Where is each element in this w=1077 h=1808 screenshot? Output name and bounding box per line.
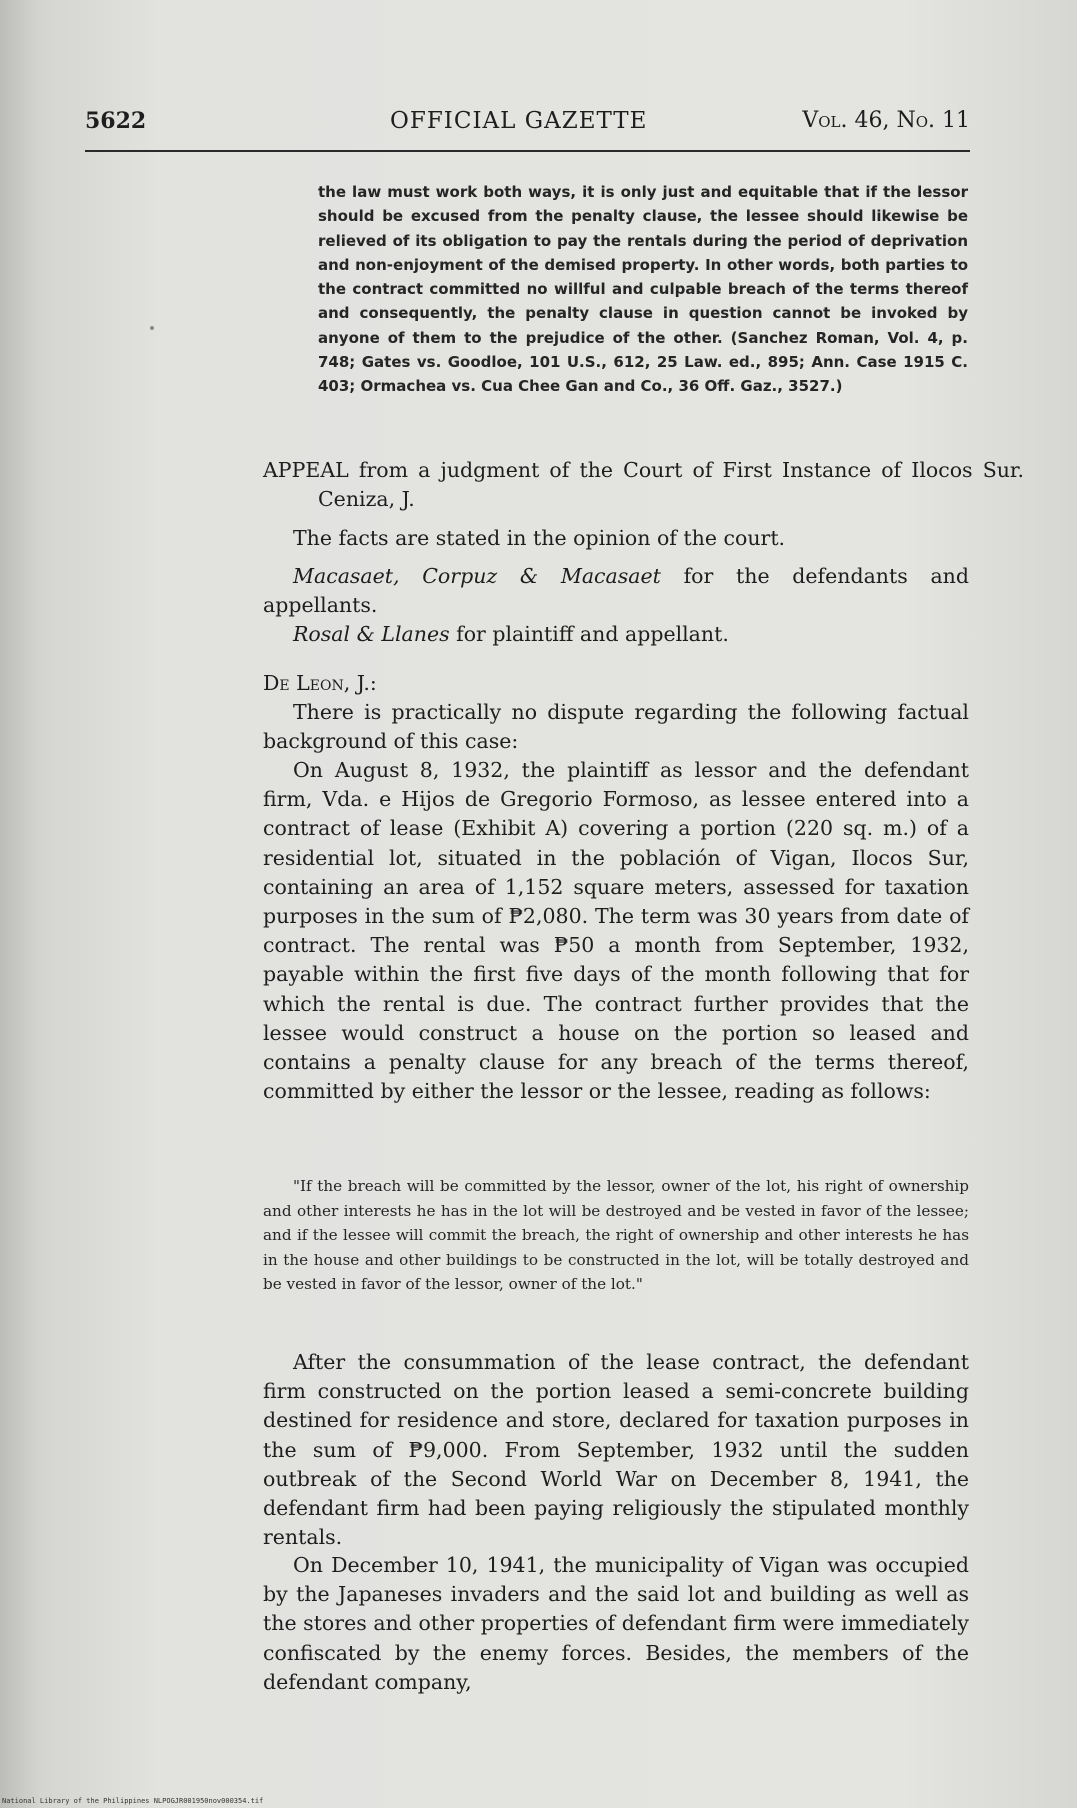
counsel-defendants <box>263 562 969 620</box>
header-rule <box>85 150 970 152</box>
opinion-paragraph: After the consummation of the lease contract, the defendant firm constructed on the portion leased a semi-concrete building destined for residence and store, declared for taxation purposes in the sum of ₱9,000. From September, 1932 until the sudden outbreak of the Second World War on December 8, 1941, the defendant firm had been paying religiously the stipulated monthly rentals. <box>263 1350 969 1550</box>
scan-footer: National Library of the Philippines NLPOGJR001950nov000354.tif <box>2 1797 264 1805</box>
counsel-defendants-firm: Macasaet, Corpuz & Macasaet <box>293 564 661 588</box>
counsel-plaintiff-role: for plaintiff and appellant. <box>449 622 729 646</box>
appeal-line: APPEAL from a judgment of the Court of First Instance of Ilocos Sur. Ceniza, J. <box>263 458 1024 512</box>
volume-number: Vol. 46, No. 11 <box>802 108 970 133</box>
counsel-plaintiff <box>263 620 969 649</box>
counsel-defendants-role: for the defendants and appellants. <box>263 564 969 618</box>
counsel-plaintiff-firm: Rosal & Llanes <box>293 622 450 646</box>
page-header <box>85 108 970 148</box>
opinion-paragraph: On August 8, 1932, the plaintiff as lessor and the defendant firm, Vda. e Hijos de Gregorio Formoso, as lessee entered into a contract of lease (Exhibit A) covering a portion (220 sq. m.) of a residential lot, situated in the población of Vigan, Ilocos Sur, containing an area of 1,152 square meters, assessed for taxation purposes in the sum of ₱2,080. The term was 30 years from date of contract. The rental was ₱50 a month from September, 1932, payable within the first five days of the month following that for which the rental is due. The contract further provides that the lessee would construct a house on the portion so leased and contains a penalty clause for any breach of the terms thereof, committed by either the lessor or the lessee, reading as follows: <box>263 758 969 1104</box>
opinion-author: De Leon, J.: <box>263 671 377 695</box>
penalty-clause-quote: "If the breach will be committed by the lessor, owner of the lot, his right of ownership and other interests he has in the lot will be destroyed and be vested in favor of the lessee; and if the lessee will commit the breach, the right of ownership and other interests he has in the house and other buildings to be constructed in the lot, will be totally destroyed and be vested in favor of the lessor, owner of the lot." <box>263 1177 969 1293</box>
page-number: 5622 <box>85 108 147 134</box>
publication-title: OFFICIAL GAZETTE <box>390 108 648 134</box>
syllabus-paragraph: the law must work both ways, it is only just and equitable that if the lessor should be excused from the penalty clause, the lessee should likewise be relieved of its obligation to pay the rentals during the period of deprivation and non-enjoyment of the demised property. In other words, both parties to the contract committed no willful and culpable breach of the terms thereof and consequently, the penalty clause in question cannot be invoked by anyone of them to the prejudice of the other. (Sanchez Roman, Vol. 4, p. 748; Gates vs. Goodloe, 101 U.S., 612, 25 Law. ed., 895; Ann. Case 1915 C. 403; Ormachea vs. Cua Chee Gan and Co., 36 Off. Gaz., 3527.) <box>318 183 968 396</box>
opinion-paragraph: On December 10, 1941, the municipality of Vigan was occupied by the Japaneses invaders and the said lot and building as well as the stores and other properties of defendant firm were immediately confiscated by the enemy forces. Besides, the members of the defendant company, <box>263 1553 969 1694</box>
facts-statement: The facts are stated in the opinion of the court. <box>293 526 786 550</box>
scan-speck <box>150 326 154 330</box>
opinion-paragraph: There is practically no dispute regarding the following factual background of this case: <box>263 700 969 754</box>
